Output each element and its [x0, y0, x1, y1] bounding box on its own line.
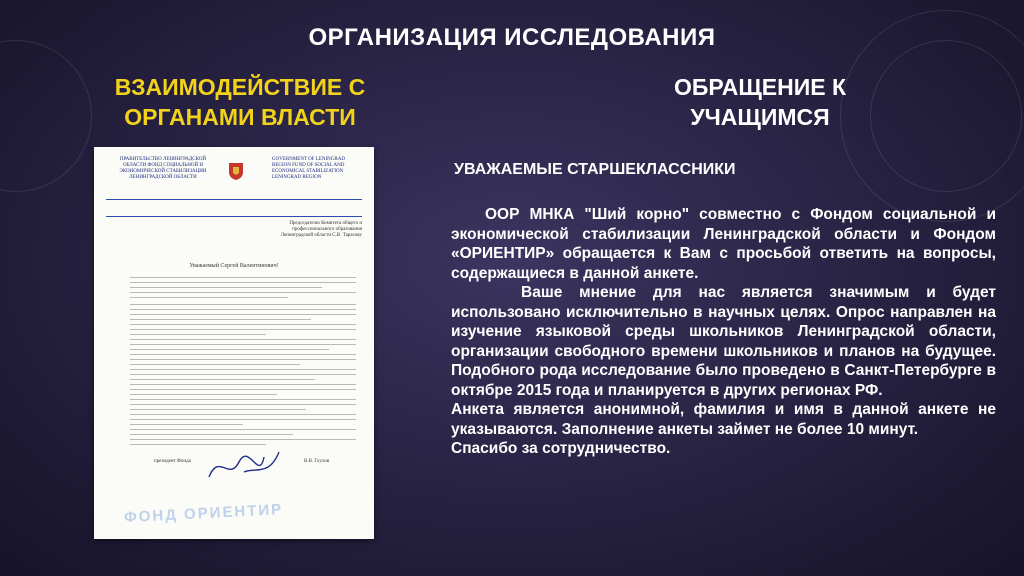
letter-body-lines: [130, 277, 356, 449]
letter-greeting: Уважаемый Сергей Валентинович!: [189, 263, 279, 269]
slide-title: ОРГАНИЗАЦИЯ ИССЛЕДОВАНИЯ: [308, 24, 716, 51]
letter-stamp: ФОНД ОРИЕНТИР: [123, 500, 284, 527]
background-decoration: [0, 40, 92, 192]
appeal-body: [451, 205, 996, 459]
appeal-paragraph-4: Спасибо за сотрудничество.: [451, 440, 671, 457]
letter-header-right: GOVERNMENT OF LENINGRAD REGION FUND OF SOCIAL AND ECONOMICAL STABILIZATION LENINGRAD REGION: [272, 157, 345, 180]
letter-contact-band: [106, 199, 362, 217]
right-column-heading: ОБРАЩЕНИЕ К УЧАЩИМСЯ: [673, 74, 847, 130]
left-column-heading: ВЗАИМОДЕЙСТВИЕ С ОРГАНАМИ ВЛАСТИ: [114, 74, 366, 130]
appeal-paragraph-3: Анкета является анонимной, фамилия и имя в данной анкете не указываются. Заполнение анкеты займет не более 10 минут.: [451, 401, 996, 438]
letter-header-left: ПРАВИТЕЛЬСТВО ЛЕНИНГРАДСКОЙ ОБЛАСТИ ФОНД СОЦИАЛЬНОЙ И ЭКОНОМИЧЕСКОЙ СТАБИЛИЗАЦИИ ЛЕНИНГРАДСКОЙ ОБЛАСТИ: [119, 157, 207, 180]
appeal-greeting: УВАЖАЕМЫЕ СТАРШЕКЛАССНИКИ: [454, 161, 736, 178]
official-letter-image: [94, 147, 374, 539]
signature-icon: [204, 447, 284, 487]
letter-signer-title: президент Фонда: [154, 459, 191, 464]
letter-addressee: Председателю Комитета общего и профессионального образования Ленинградской области С.В. Тарасову: [280, 221, 362, 238]
background-decoration: [870, 40, 1022, 192]
coat-of-arms-icon: [228, 161, 244, 181]
letter-signer-name: В.В. Глухов: [304, 459, 330, 464]
appeal-paragraph-1: ООР МНКА "Ший корно" совместно с Фондом социальной и экономической стабилизации Ленинградской области и Фондом «ОРИЕНТИР» обращается к Вам с просьбой ответить на вопросы, содержащиеся в данной анкете.: [451, 206, 996, 282]
appeal-paragraph-2: Ваше мнение для нас является значимым и будет использовано исключительно в научных целях. Опрос направлен на изучение языковой среды школьников Ленинградской области, организации свободного времени школьников и планов на будущее. Подобного рода исследование было проведено в Санкт-Петербурге в октябре 2015 года и планируется в других регионах РФ.: [451, 284, 996, 399]
